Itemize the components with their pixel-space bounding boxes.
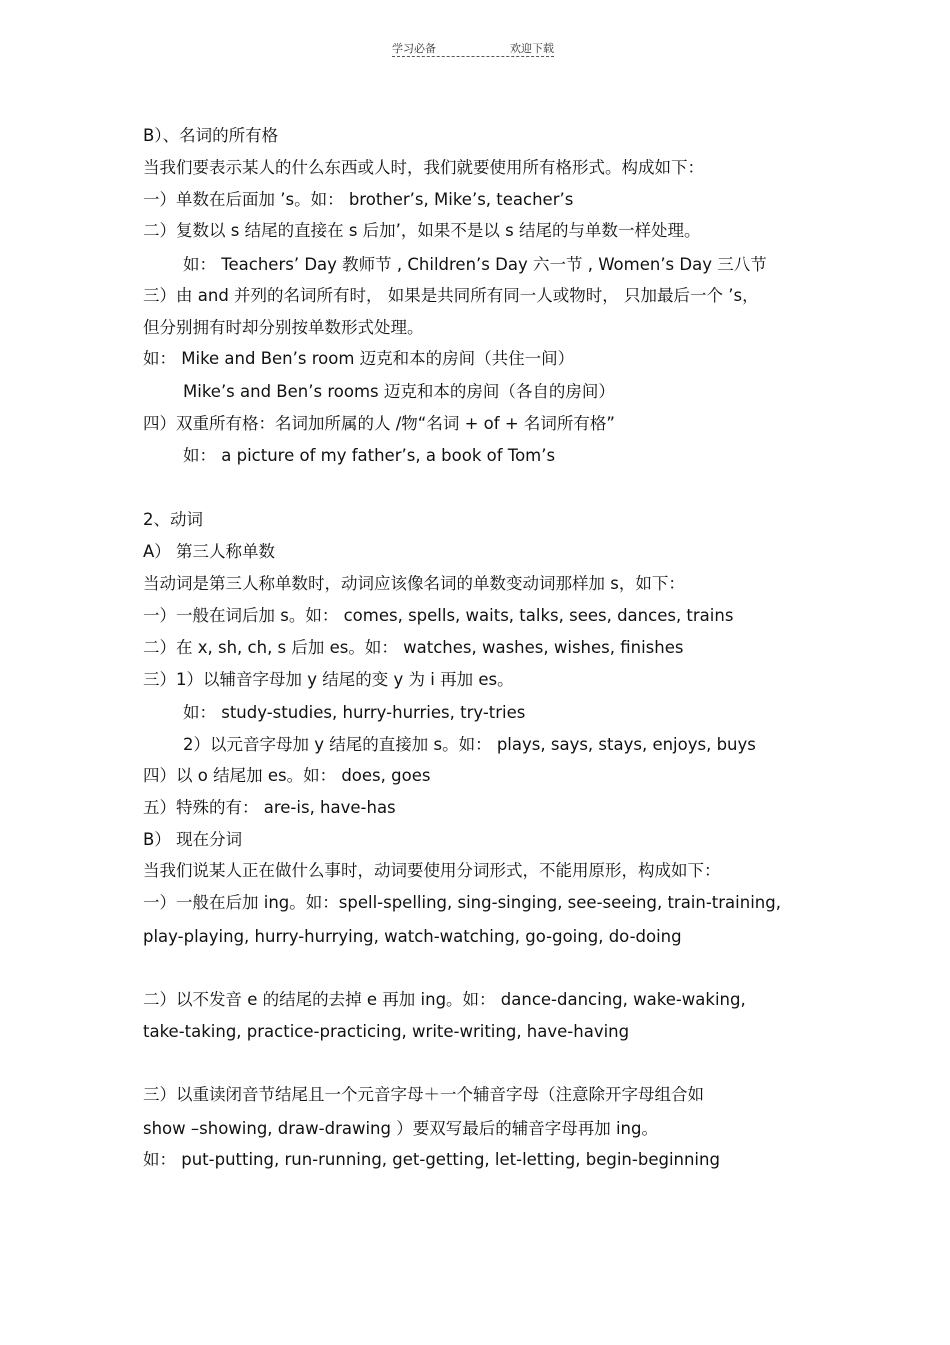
text-line: 一）一般在词后加 s。如： comes, spells, waits, talks, sees, dances, trains (143, 606, 734, 625)
text-line: 三）以重读闭音节结尾且一个元音字母＋一个辅音字母（注意除开字母组合如 (143, 1085, 704, 1104)
text-line: play-playing, hurry-hurrying, watch-watching, go-going, do-doing (143, 927, 682, 946)
text-line: 二）复数以 s 结尾的直接在 s 后加’，如果不是以 s 结尾的与单数一样处理。 (143, 221, 701, 240)
text-line: Mike’s and Ben’s rooms 迈克和本的房间（各自的房间） (183, 382, 615, 401)
text-line: 如： put-putting, run-running, get-getting, let-letting, begin-beginning (143, 1150, 720, 1169)
text-line: 五）特殊的有： are-is, have-has (143, 798, 396, 817)
text-line: 如： Mike and Ben’s room 迈克和本的房间（共住一间） (143, 349, 575, 368)
text-line: 2）以元音字母加 y 结尾的直接加 s。如： plays, says, stays, enjoys, buys (183, 735, 756, 754)
text-line: 四）以 o 结尾加 es。如： does, goes (143, 766, 431, 785)
text-line: 当我们要表示某人的什么东西或人时，我们就要使用所有格形式。构成如下： (143, 158, 704, 177)
text-line: 一）一般在后加 ing。如：spell-spelling, sing-singing, see-seeing, train-training, (143, 893, 781, 912)
text-line: 如： a picture of my father’s, a book of Tom’s (183, 446, 556, 465)
section-heading-possessive: B）、名词的所有格 (143, 126, 279, 145)
subsection-heading: A） 第三人称单数 (143, 542, 276, 561)
page-header (392, 38, 554, 57)
text-line: 但分别拥有时却分别按单数形式处理。 (143, 318, 424, 337)
text-line: 当我们说某人正在做什么事时，动词要使用分词形式，不能用原形，构成如下： (143, 861, 721, 880)
text-line: show –showing, draw-drawing ）要双写最后的辅音字母再加 ing。 (143, 1119, 658, 1138)
text-line: 一）单数在后面加 ’s。如： brother’s, Mike’s, teacher’s (143, 190, 574, 209)
text-line: 四）双重所有格：名词加所属的人 /物“名词 + of + 名词所有格” (143, 414, 615, 433)
text-line: 三）1）以辅音字母加 y 结尾的变 y 为 i 再加 es。 (143, 670, 514, 689)
header-right-text: 欢迎下载 (510, 42, 554, 55)
text-line: 三）由 and 并列的名词所有时， 如果是共同所有同一人或物时， 只加最后一个 ’s， (143, 286, 759, 305)
section-heading-verbs: 2、动词 (143, 510, 203, 529)
text-line: 二）以不发音 e 的结尾的去掉 e 再加 ing。如： dance-dancing, wake-waking, (143, 990, 746, 1009)
subsection-heading: B） 现在分词 (143, 830, 243, 849)
text-line: 如： Teachers’ Day 教师节 , Children’s Day 六一节 , Women’s Day 三八节 (183, 255, 767, 274)
header-left-text: 学习必备 (392, 42, 436, 55)
text-line: 当动词是第三人称单数时，动词应该像名词的单数变动词那样加 s，如下： (143, 574, 685, 593)
text-line: take-taking, practice-practicing, write-writing, have-having (143, 1022, 630, 1041)
text-line: 二）在 x, sh, ch, s 后加 es。如： watches, washes, wishes, finishes (143, 638, 684, 657)
text-line: 如： study-studies, hurry-hurries, try-tries (183, 703, 526, 722)
